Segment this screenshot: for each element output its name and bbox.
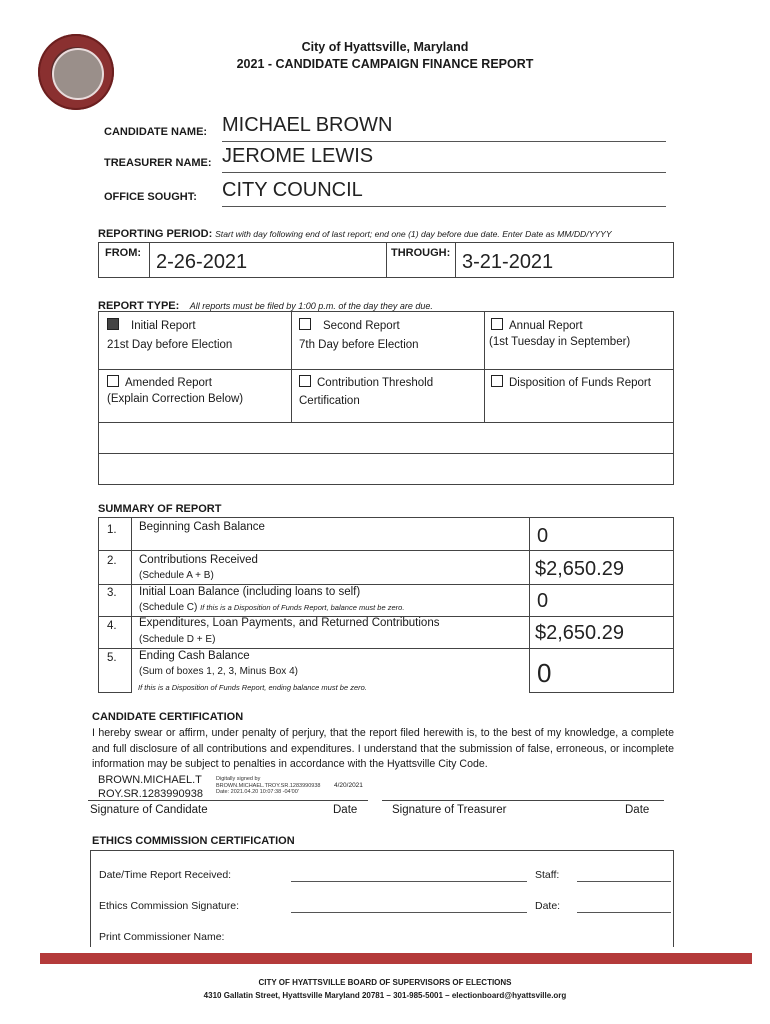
option-sub: Certification (299, 395, 360, 407)
option-title: Contribution Threshold (317, 377, 434, 389)
divider (99, 550, 673, 551)
option-sub: (Explain Correction Below) (107, 393, 244, 405)
digital-line: BROWN.MICHAEL.TROY.SR.1283990938 (216, 782, 321, 789)
correction-explanation-line-1[interactable] (99, 423, 673, 453)
beginning-cash-value[interactable]: 0 (537, 525, 549, 547)
date-label: Date (333, 804, 358, 816)
print-name-label: Print Commissioner Name: (99, 931, 225, 943)
summary-footnote: If this is a Disposition of Funds Report, ending balance must be zero. (138, 683, 367, 692)
through-label: THROUGH: (391, 247, 451, 259)
certification-text: I hereby swear or affirm, under penalty of perjury, that the report filed herewith is, to the best of my knowledge, a complete and full disclosure of all contributions and expenditures. I understand that the submission of false, erroneous, or incomplete information may be subject to penalties in accordance with the Hyattsville City Code. (92, 727, 674, 770)
office-sought-field[interactable] (222, 179, 666, 207)
received-field[interactable] (291, 881, 527, 882)
divider (529, 518, 530, 693)
from-label: FROM: (105, 247, 142, 259)
signature-name-line-1: BROWN.MICHAEL.T (98, 774, 202, 786)
ethics-date-field[interactable] (577, 912, 671, 913)
option-sub: (1st Tuesday in September) (489, 336, 631, 348)
row-note: If this is a Disposition of Funds Report, balance must be zero. (200, 603, 405, 612)
option-amended-report[interactable] (107, 375, 212, 389)
initial-loan-value[interactable]: 0 (537, 590, 549, 612)
option-second-report[interactable] (299, 318, 400, 332)
divider (99, 692, 131, 693)
divider (131, 518, 132, 693)
report-type-label: REPORT TYPE: (98, 300, 180, 312)
option-annual-report[interactable] (491, 318, 583, 332)
row-sub: (Sum of boxes 1, 2, 3, Minus Box 4) (139, 666, 298, 677)
option-disposition-of-funds[interactable] (491, 375, 651, 389)
divider (529, 692, 673, 693)
treasurer-name-value: JEROME LEWIS (222, 145, 374, 167)
reporting-period-label: REPORTING PERIOD: (98, 228, 213, 240)
divider (99, 584, 673, 585)
summary-table (98, 517, 674, 693)
date-label: Date (625, 804, 650, 816)
city-seal (38, 34, 114, 110)
amended-report-checkbox[interactable] (107, 375, 119, 387)
seal-building-icon (52, 48, 104, 100)
row-title: Ending Cash Balance (139, 650, 250, 662)
row-title: Beginning Cash Balance (139, 521, 265, 533)
signature-candidate-label: Signature of Candidate (90, 804, 208, 816)
correction-explanation-line-2[interactable] (99, 454, 673, 484)
staff-label: Staff: (535, 869, 560, 881)
divider (484, 312, 485, 422)
footer-address: 4310 Gallatin Street, Hyattsville Maryland 20781 – 301-985-5001 – electionboard@hyattsville.org (203, 991, 567, 1000)
option-sub: 7th Day before Election (299, 339, 419, 351)
staff-field[interactable] (577, 881, 671, 882)
option-initial-report[interactable] (107, 318, 196, 332)
treasurer-name-label: TREASURER NAME: (104, 157, 212, 169)
row-number: 3. (107, 587, 117, 599)
row-title: Expenditures, Loan Payments, and Returned Contributions (139, 617, 440, 629)
office-sought-value: CITY COUNCIL (222, 179, 363, 201)
signature-name-line-2: ROY.SR.1283990938 (98, 788, 203, 800)
report-title: 2021 - CANDIDATE CAMPAIGN FINANCE REPORT (236, 57, 534, 71)
reporting-period-heading (98, 228, 698, 240)
option-title: Annual Report (509, 320, 583, 332)
ethics-label: ETHICS COMMISSION CERTIFICATION (92, 835, 295, 847)
from-date-field[interactable] (149, 243, 387, 277)
row-sub: (Schedule A + B) (139, 570, 214, 581)
option-contribution-threshold[interactable] (299, 375, 433, 389)
initial-report-checkbox[interactable] (107, 318, 119, 330)
treasurer-signature-line[interactable] (382, 800, 664, 801)
row-sub-line (139, 602, 404, 613)
from-date-value: 2-26-2021 (156, 251, 248, 273)
contributions-value[interactable]: $2,650.29 (535, 558, 624, 580)
option-title: Disposition of Funds Report (509, 377, 651, 389)
option-title: Initial Report (131, 320, 196, 332)
through-date-value: 3-21-2021 (462, 251, 554, 273)
candidate-signature-block[interactable] (98, 773, 203, 801)
ethics-signature-field[interactable] (291, 912, 527, 913)
signature-treasurer-label: Signature of Treasurer (392, 804, 507, 816)
summary-label: SUMMARY OF REPORT (98, 503, 222, 515)
office-sought-label: OFFICE SOUGHT: (104, 191, 197, 203)
expenditures-value[interactable]: $2,650.29 (535, 622, 624, 644)
reporting-period-instructions: Start with day following end of last report; end one (1) day before due date. Enter Date as MM/DD/YYYY (215, 229, 612, 239)
disposition-checkbox[interactable] (491, 375, 503, 387)
row-title: Initial Loan Balance (including loans to self) (139, 586, 361, 598)
treasurer-name-field[interactable] (222, 145, 666, 173)
ethics-date-label: Date: (535, 900, 561, 912)
received-label: Date/Time Report Received: (99, 869, 232, 881)
certification-label: CANDIDATE CERTIFICATION (92, 711, 244, 723)
annual-report-checkbox[interactable] (491, 318, 503, 330)
candidate-name-label: CANDIDATE NAME: (104, 126, 208, 138)
contribution-threshold-checkbox[interactable] (299, 375, 311, 387)
signature-date-value: 4/20/2021 (334, 782, 363, 789)
digital-line: Date: 2021.04.20 10:07:38 -04'00' (216, 789, 299, 795)
digital-line: Digitally signed by (216, 776, 261, 782)
row-number: 4. (107, 620, 117, 632)
option-title: Second Report (323, 320, 400, 332)
option-title: Amended Report (125, 377, 212, 389)
second-report-checkbox[interactable] (299, 318, 311, 330)
ending-cash-value[interactable]: 0 (537, 658, 552, 688)
report-type-instructions: All reports must be filed by 1:00 p.m. of the day they are due. (189, 301, 433, 311)
candidate-name-value: MICHAEL BROWN (222, 114, 393, 136)
candidate-name-field[interactable] (222, 114, 666, 142)
report-type-box (98, 311, 674, 485)
footer-bar (40, 953, 752, 964)
reporting-period-box (98, 242, 674, 278)
digital-signature-details (216, 776, 320, 796)
candidate-signature-line (88, 800, 368, 801)
row-number: 1. (107, 524, 117, 536)
row-sub: (Schedule C) (139, 602, 198, 613)
row-title: Contributions Received (139, 554, 258, 566)
divider (291, 312, 292, 422)
divider (99, 648, 673, 649)
city-heading: City of Hyattsville, Maryland (301, 40, 469, 54)
footer-org: CITY OF HYATTSVILLE BOARD OF SUPERVISORS OF ELECTIONS (258, 978, 512, 987)
row-number: 5. (107, 652, 117, 664)
row-number: 2. (107, 555, 117, 567)
through-date-field[interactable] (455, 243, 674, 277)
divider (99, 369, 673, 370)
row-sub: (Schedule D + E) (139, 634, 216, 645)
option-sub: 21st Day before Election (107, 339, 233, 351)
ethics-box (90, 850, 674, 947)
ethics-signature-label: Ethics Commission Signature: (99, 900, 240, 912)
